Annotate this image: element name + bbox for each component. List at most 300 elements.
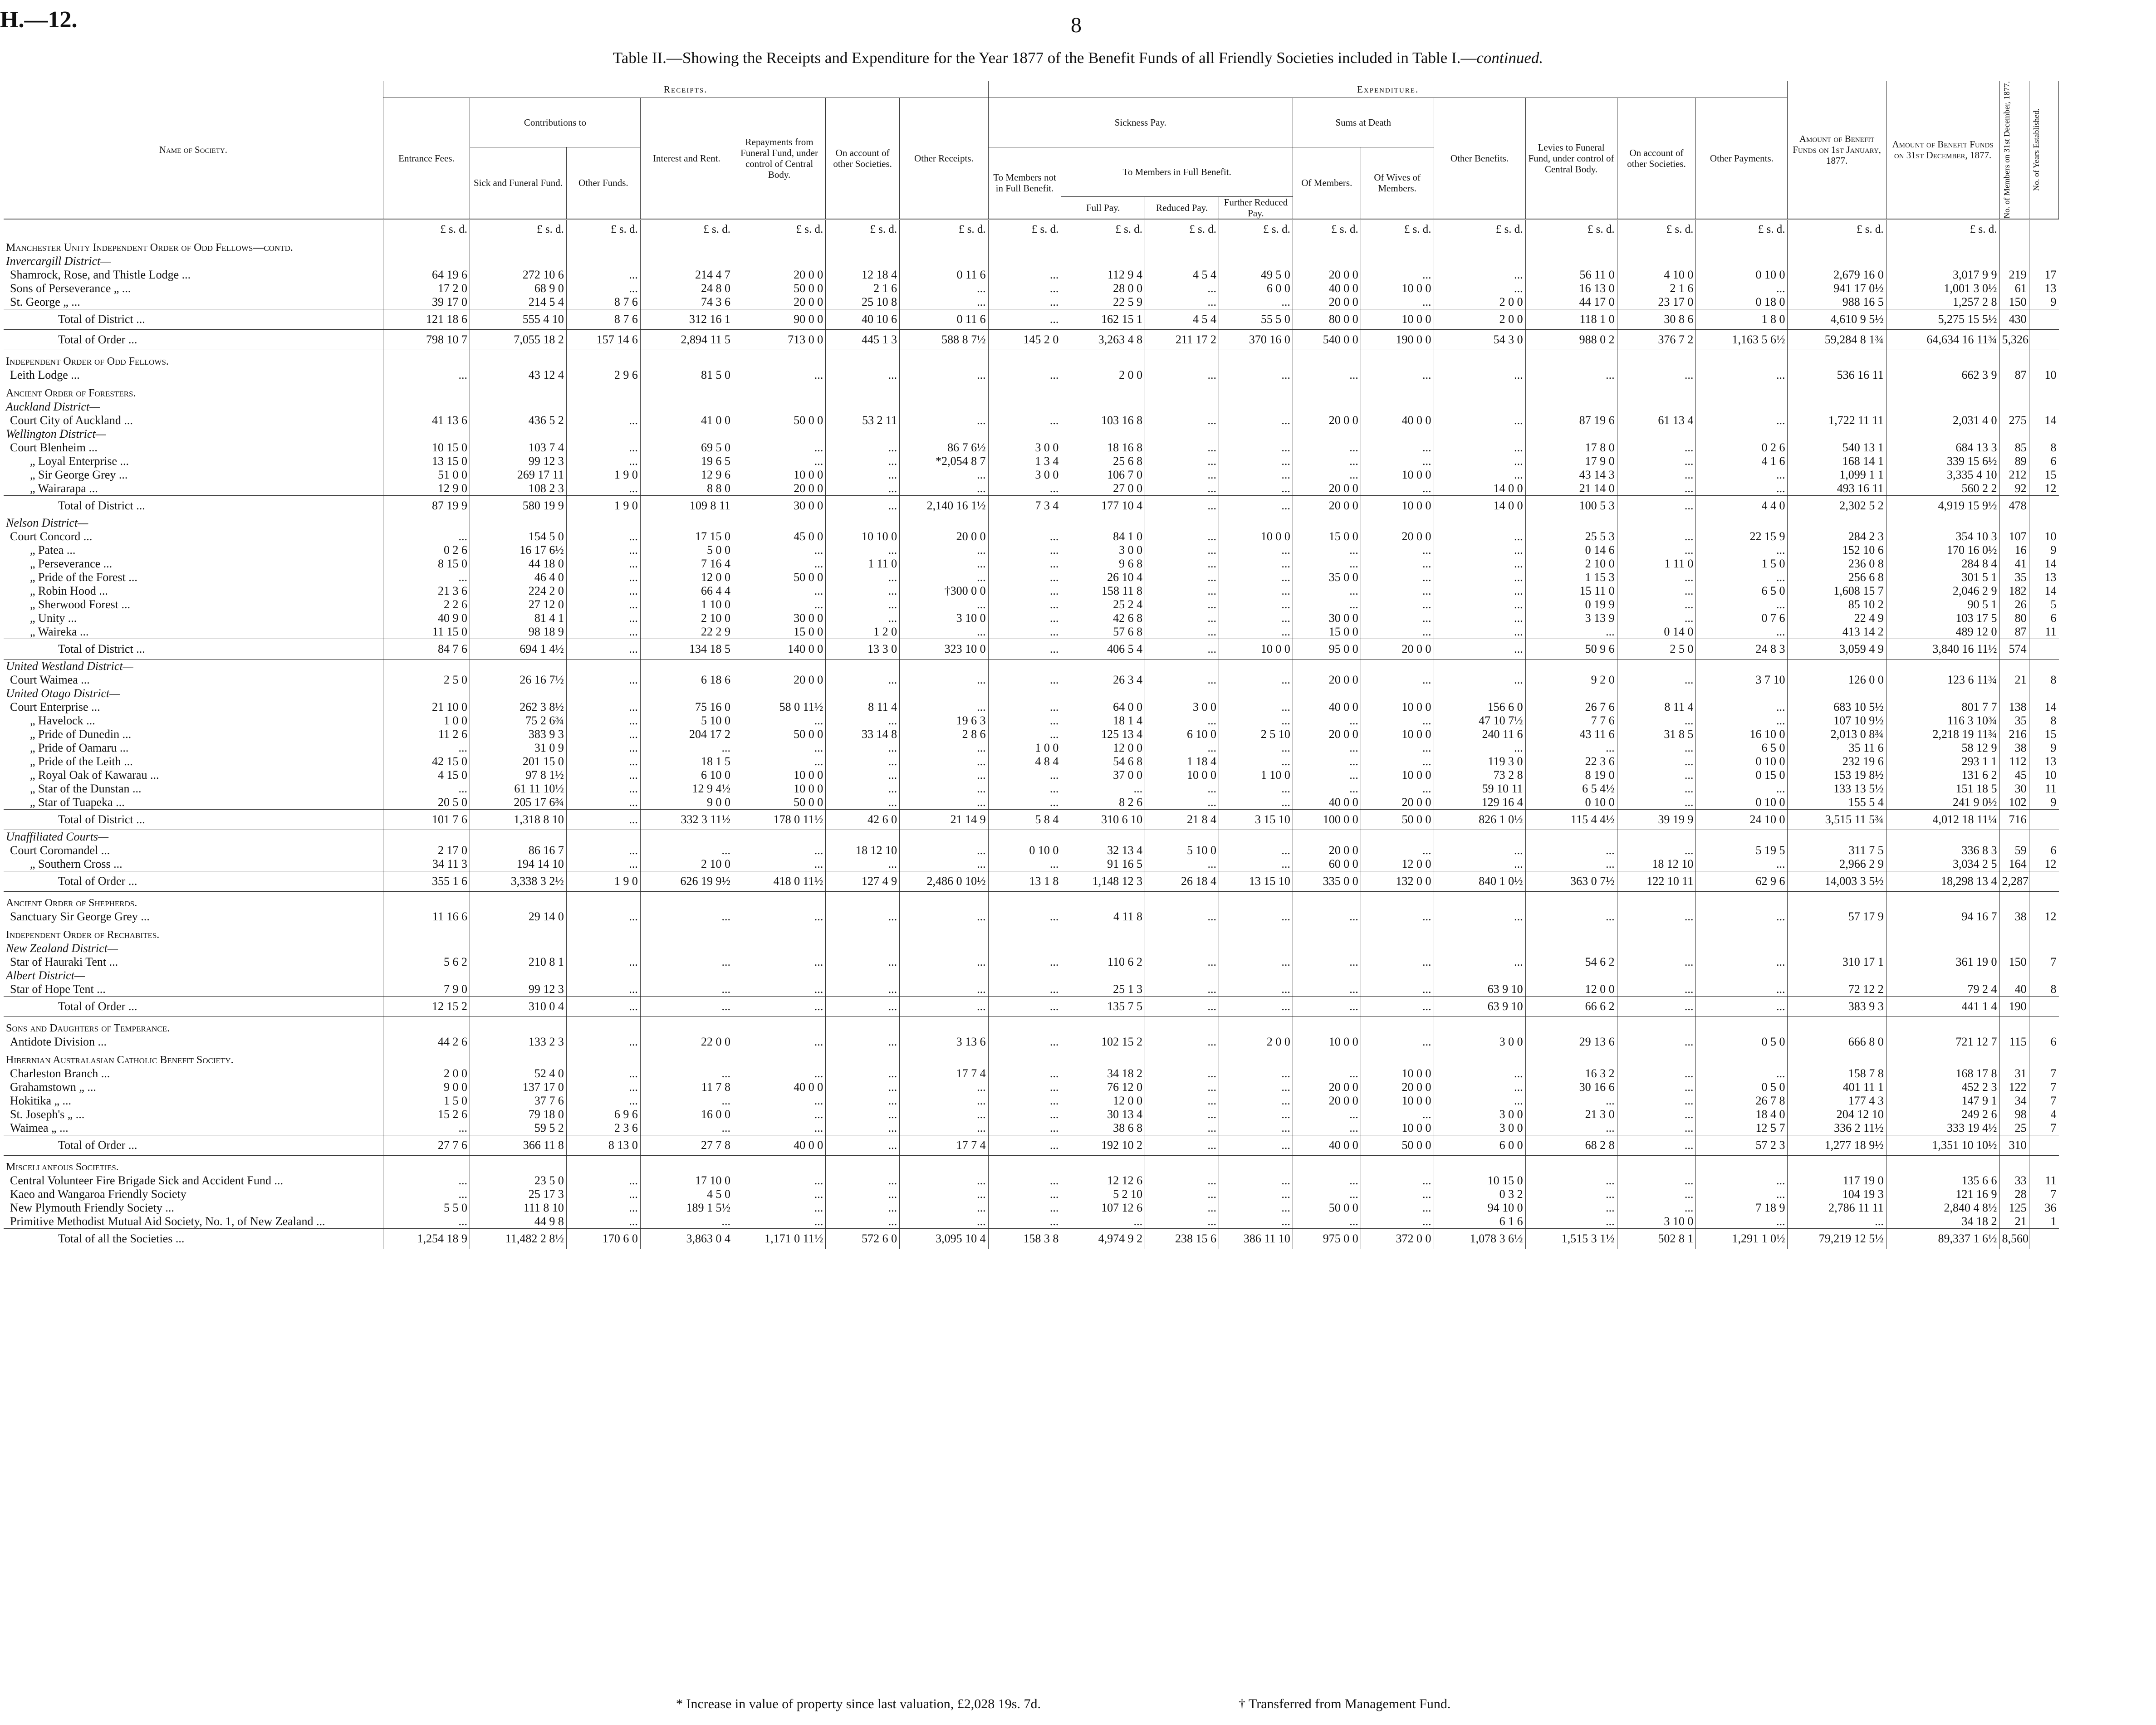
value-cell: ... <box>1145 454 1219 468</box>
value-cell: 45 0 0 <box>733 530 826 543</box>
value-cell: ... <box>826 1108 900 1121</box>
value-cell: 42 15 0 <box>383 755 470 768</box>
value-cell: 153 19 8½ <box>1788 768 1886 782</box>
value-cell: 30 16 6 <box>1525 1080 1617 1094</box>
value-cell: 21 3 0 <box>1525 1108 1617 1121</box>
table-row <box>4 543 2059 557</box>
value-cell: 21 10 0 <box>383 700 470 714</box>
value-cell <box>1525 382 1617 400</box>
society-name: Grahamstown „ ... <box>10 1080 96 1094</box>
value-cell <box>383 516 470 530</box>
value-cell <box>1061 350 1145 368</box>
value-cell: ... <box>1696 1067 1788 1080</box>
value-cell <box>1696 687 1788 700</box>
value-cell: 16 <box>1999 543 2029 557</box>
col-years-label: No. of Years Established. <box>2031 108 2041 191</box>
value-cell: 158 7 8 <box>1788 1067 1886 1080</box>
value-cell: 121 16 9 <box>1886 1187 1999 1201</box>
section-row <box>4 924 2059 942</box>
value-cell: ... <box>733 1108 826 1121</box>
value-cell <box>2029 830 2058 844</box>
table-row <box>4 268 2059 282</box>
value-cell <box>1293 1049 1361 1067</box>
value-cell: 103 17 5 <box>1886 611 1999 625</box>
table-row <box>4 557 2059 571</box>
value-cell: ... <box>1361 1187 1434 1201</box>
value-cell: 75 2 6¾ <box>470 714 567 728</box>
value-cell: 8,560 <box>1999 1228 2029 1249</box>
value-cell: 3 10 0 <box>1617 1215 1696 1229</box>
value-cell: 256 6 8 <box>1788 571 1886 584</box>
value-cell: 0 2 6 <box>1696 441 1788 454</box>
value-cell: ... <box>826 468 900 482</box>
total-row <box>4 871 2059 891</box>
value-cell: 9 0 0 <box>383 1080 470 1094</box>
value-cell: 840 1 0½ <box>1434 871 1525 891</box>
value-cell: ... <box>826 1201 900 1215</box>
value-cell: 92 <box>1999 482 2029 496</box>
society-name: United Westland District— <box>6 659 133 673</box>
value-cell: ... <box>1617 1067 1696 1080</box>
value-cell: 20 0 0 <box>1293 482 1361 496</box>
col-payments-other-societies: On account of other Societies. <box>1617 98 1696 220</box>
value-cell <box>733 427 826 441</box>
value-cell: ... <box>1361 714 1434 728</box>
value-cell: ... <box>1219 368 1293 382</box>
value-cell <box>1219 969 1293 982</box>
value-cell: ... <box>733 755 826 768</box>
col-not-full-benefit: To Members not in Full Benefit. <box>988 147 1061 219</box>
value-cell: ... <box>1219 611 1293 625</box>
value-cell: ... <box>988 368 1061 382</box>
units-cell: £ s. d. <box>1788 219 1886 236</box>
value-cell <box>1886 427 1999 441</box>
society-name: „ Robin Hood ... <box>30 584 108 597</box>
value-cell: ... <box>1617 1094 1696 1108</box>
value-cell <box>640 350 733 368</box>
value-cell: 118 1 0 <box>1525 309 1617 329</box>
units-cell-name <box>4 219 383 236</box>
value-cell <box>1886 1155 1999 1174</box>
value-cell <box>1145 516 1219 530</box>
value-cell: 119 3 0 <box>1434 755 1525 768</box>
value-cell <box>988 687 1061 700</box>
value-cell: ... <box>566 782 640 796</box>
value-cell: 12 <box>2029 857 2058 871</box>
value-cell <box>640 659 733 673</box>
value-cell: ... <box>826 543 900 557</box>
value-cell: 662 3 9 <box>1886 368 1999 382</box>
value-cell: 6 <box>2029 454 2058 468</box>
value-cell: 59 <box>1999 844 2029 857</box>
value-cell: 1,722 11 11 <box>1788 414 1886 427</box>
district-row <box>4 400 2059 414</box>
value-cell: ... <box>1525 857 1617 871</box>
value-cell: 25 5 3 <box>1525 530 1617 543</box>
value-cell: ... <box>1061 1215 1145 1229</box>
value-cell <box>1293 1155 1361 1174</box>
value-cell <box>1617 830 1696 844</box>
value-cell: 102 15 2 <box>1061 1035 1145 1049</box>
value-cell: 1,254 18 9 <box>383 1228 470 1249</box>
value-cell: ... <box>1145 673 1219 687</box>
value-cell <box>1061 924 1145 942</box>
value-cell: 103 16 8 <box>1061 414 1145 427</box>
value-cell: 10 0 0 <box>733 768 826 782</box>
value-cell <box>470 924 567 942</box>
value-cell: 241 9 0½ <box>1886 796 1999 810</box>
value-cell: 35 <box>1999 571 2029 584</box>
value-cell: 14 <box>2029 414 2058 427</box>
society-name: Albert District— <box>6 968 85 982</box>
society-name: „ Star of Tuapeka ... <box>30 795 125 809</box>
value-cell: ... <box>566 611 640 625</box>
value-cell <box>1061 382 1145 400</box>
value-cell <box>1999 924 2029 942</box>
table-row <box>4 844 2059 857</box>
value-cell: ... <box>988 1201 1061 1215</box>
value-cell: 10 0 0 <box>1361 1121 1434 1135</box>
value-cell: 20 0 0 <box>1293 295 1361 309</box>
value-cell: 0 14 6 <box>1525 543 1617 557</box>
value-cell: 2 0 0 <box>1434 295 1525 309</box>
value-cell: 17 2 0 <box>383 282 470 295</box>
value-cell: ... <box>1145 741 1219 755</box>
value-cell: 31 <box>1999 1067 2029 1080</box>
value-cell: *2,054 8 7 <box>900 454 989 468</box>
value-cell: 21 8 4 <box>1145 809 1219 830</box>
value-cell: 3,840 16 11½ <box>1886 639 1999 659</box>
district-row <box>4 659 2059 673</box>
value-cell: 8 8 0 <box>640 482 733 496</box>
value-cell: 1,277 18 9½ <box>1788 1135 1886 1155</box>
value-cell <box>1886 400 1999 414</box>
value-cell: ... <box>1219 714 1293 728</box>
value-cell: ... <box>1696 543 1788 557</box>
value-cell: 1 9 0 <box>566 468 640 482</box>
value-cell: ... <box>566 557 640 571</box>
value-cell: 22 3 6 <box>1525 755 1617 768</box>
value-cell: ... <box>988 1215 1061 1229</box>
value-cell: 1,001 3 0½ <box>1886 282 1999 295</box>
value-cell: ... <box>1219 543 1293 557</box>
value-cell: 478 <box>1999 495 2029 516</box>
value-cell: 30 13 4 <box>1061 1108 1145 1121</box>
value-cell: 9 0 0 <box>640 796 733 810</box>
value-cell <box>1219 236 1293 254</box>
value-cell: 3 0 0 <box>988 441 1061 454</box>
value-cell <box>1434 1155 1525 1174</box>
value-cell <box>566 1049 640 1067</box>
value-cell: ... <box>733 955 826 969</box>
society-name: Invercargill District— <box>6 254 111 268</box>
value-cell: 7 18 9 <box>1696 1201 1788 1215</box>
value-cell: 102 <box>1999 796 2029 810</box>
value-cell: 87 19 6 <box>1525 414 1617 427</box>
value-cell: ... <box>1525 910 1617 924</box>
value-cell: ... <box>1696 1187 1788 1201</box>
society-name: „ Havelock ... <box>30 713 95 727</box>
value-cell: 560 2 2 <box>1886 482 1999 496</box>
society-name: Manchester Unity Independent Order of Odd Fellows—contd. <box>6 241 293 254</box>
value-cell: 27 0 0 <box>1061 482 1145 496</box>
value-cell <box>640 236 733 254</box>
value-cell <box>566 516 640 530</box>
society-name: „ Loyal Enterprise ... <box>30 454 129 468</box>
value-cell: 212 <box>1999 468 2029 482</box>
value-cell: 170 6 0 <box>566 1228 640 1249</box>
value-cell: ... <box>1145 295 1219 309</box>
value-cell: ... <box>988 625 1061 639</box>
value-cell: ... <box>1293 584 1361 598</box>
value-cell <box>1886 516 1999 530</box>
value-cell: 2,287 <box>1999 871 2029 891</box>
value-cell: 430 <box>1999 309 2029 329</box>
value-cell: ... <box>900 1187 989 1201</box>
value-cell <box>2029 236 2058 254</box>
value-cell <box>1525 969 1617 982</box>
value-cell: 8 15 0 <box>383 557 470 571</box>
total-row <box>4 1135 2059 1155</box>
value-cell: 32 13 4 <box>1061 844 1145 857</box>
value-cell <box>900 382 989 400</box>
value-cell <box>1617 427 1696 441</box>
value-cell: 59 5 2 <box>470 1121 567 1135</box>
value-cell: ... <box>826 857 900 871</box>
value-cell: 20 0 0 <box>1293 1094 1361 1108</box>
value-cell: 2 9 6 <box>566 368 640 382</box>
value-cell: ... <box>1434 611 1525 625</box>
table-title-suffix: continued. <box>1476 49 1544 67</box>
value-cell: ... <box>900 282 989 295</box>
value-cell <box>1434 942 1525 955</box>
value-cell: 1 11 0 <box>826 557 900 571</box>
value-cell <box>1145 236 1219 254</box>
section-row <box>4 891 2059 910</box>
value-cell: ... <box>566 454 640 468</box>
table-row <box>4 625 2059 639</box>
value-cell <box>900 350 989 368</box>
value-cell <box>900 254 989 268</box>
value-cell <box>1434 687 1525 700</box>
value-cell: ... <box>640 844 733 857</box>
value-cell: 8 7 6 <box>566 295 640 309</box>
value-cell: 41 <box>1999 557 2029 571</box>
value-cell: ... <box>733 741 826 755</box>
value-cell: ... <box>640 741 733 755</box>
value-cell <box>383 891 470 910</box>
value-cell: 370 16 0 <box>1219 329 1293 350</box>
value-cell: ... <box>1617 996 1696 1016</box>
value-cell: ... <box>900 557 989 571</box>
value-cell: 20 0 0 <box>733 295 826 309</box>
value-cell <box>566 942 640 955</box>
value-cell <box>470 830 567 844</box>
value-cell: 3 0 0 <box>1145 700 1219 714</box>
value-cell: 41 0 0 <box>640 414 733 427</box>
value-cell: ... <box>1696 368 1788 382</box>
value-cell: ... <box>900 982 989 997</box>
society-name: Ancient Order of Shepherds. <box>6 897 137 909</box>
value-cell: ... <box>988 571 1061 584</box>
value-cell <box>733 687 826 700</box>
value-cell: ... <box>988 714 1061 728</box>
value-cell: ... <box>1434 955 1525 969</box>
value-cell: ... <box>733 714 826 728</box>
value-cell: 1 2 0 <box>826 625 900 639</box>
value-cell <box>2029 1228 2058 1249</box>
value-cell: 2,218 19 11¾ <box>1886 728 1999 741</box>
value-cell: 10 0 0 <box>1361 1067 1434 1080</box>
value-cell: 45 <box>1999 768 2029 782</box>
value-cell: 30 0 0 <box>733 495 826 516</box>
value-cell: 1,257 2 8 <box>1886 295 1999 309</box>
value-cell: ... <box>566 1174 640 1187</box>
value-cell: 12 0 0 <box>1061 741 1145 755</box>
value-cell: ... <box>900 571 989 584</box>
col-members-label: No. of Members on 31st December, 1877. <box>2002 81 2011 219</box>
value-cell: 7 7 6 <box>1525 714 1617 728</box>
value-cell <box>900 400 989 414</box>
value-cell: 109 8 11 <box>640 495 733 516</box>
society-name: Nelson District— <box>6 516 88 529</box>
value-cell: 15 <box>2029 728 2058 741</box>
value-cell <box>1525 350 1617 368</box>
value-cell: 14 0 0 <box>1434 482 1525 496</box>
value-cell: ... <box>733 368 826 382</box>
value-cell: 0 18 0 <box>1696 295 1788 309</box>
value-cell: ... <box>1293 782 1361 796</box>
value-cell: 108 2 3 <box>470 482 567 496</box>
value-cell: 3,338 3 2½ <box>470 871 567 891</box>
value-cell: 6 1 6 <box>1434 1215 1525 1229</box>
value-cell <box>733 942 826 955</box>
value-cell <box>1788 830 1886 844</box>
value-cell: 366 11 8 <box>470 1135 567 1155</box>
value-cell <box>1361 924 1434 942</box>
value-cell: ... <box>566 268 640 282</box>
sums-at-death-header: Sums at Death <box>1293 98 1434 147</box>
value-cell: ... <box>1145 482 1219 496</box>
value-cell: 54 3 0 <box>1434 329 1525 350</box>
value-cell: ... <box>1617 1135 1696 1155</box>
value-cell: ... <box>566 768 640 782</box>
value-cell: 18 4 0 <box>1696 1108 1788 1121</box>
value-cell <box>1434 891 1525 910</box>
value-cell: ... <box>1219 1174 1293 1187</box>
value-cell: 14 <box>2029 700 2058 714</box>
value-cell: 155 5 4 <box>1788 796 1886 810</box>
value-cell: 204 12 10 <box>1788 1108 1886 1121</box>
value-cell: 493 16 11 <box>1788 482 1886 496</box>
value-cell: ... <box>1145 782 1219 796</box>
expenditure-group-header: Expenditure. <box>988 81 1788 98</box>
value-cell: 372 0 0 <box>1361 1228 1434 1249</box>
value-cell: 20 0 0 <box>733 673 826 687</box>
value-cell <box>2029 659 2058 673</box>
value-cell: 135 6 6 <box>1886 1174 1999 1187</box>
value-cell: ... <box>733 1035 826 1049</box>
value-cell: 12 9 4½ <box>640 782 733 796</box>
value-cell <box>988 1016 1061 1035</box>
value-cell <box>1886 830 1999 844</box>
value-cell: ... <box>900 482 989 496</box>
value-cell: ... <box>1145 1174 1219 1187</box>
value-cell: 1,148 12 3 <box>1061 871 1145 891</box>
value-cell: 20 0 0 <box>1293 414 1361 427</box>
value-cell <box>1145 830 1219 844</box>
value-cell: 18,298 13 4 <box>1886 871 1999 891</box>
value-cell: ... <box>1361 1108 1434 1121</box>
value-cell: 16 3 2 <box>1525 1067 1617 1080</box>
value-cell: ... <box>826 982 900 997</box>
value-cell: ... <box>1361 268 1434 282</box>
value-cell: ... <box>566 755 640 768</box>
value-cell: ... <box>566 1215 640 1229</box>
total-row <box>4 329 2059 350</box>
value-cell: ... <box>1293 441 1361 454</box>
value-cell: ... <box>1696 910 1788 924</box>
value-cell: ... <box>1293 1215 1361 1229</box>
value-cell <box>1788 1016 1886 1035</box>
value-cell <box>383 924 470 942</box>
value-cell <box>2029 639 2058 659</box>
value-cell: ... <box>1145 1035 1219 1049</box>
value-cell: 5 8 4 <box>988 809 1061 830</box>
value-cell <box>1434 254 1525 268</box>
value-cell <box>2029 495 2058 516</box>
value-cell: 988 16 5 <box>1788 295 1886 309</box>
value-cell <box>1219 1049 1293 1067</box>
value-cell: ... <box>1434 468 1525 482</box>
value-cell <box>1999 400 2029 414</box>
value-cell: 20 0 0 <box>1361 639 1434 659</box>
value-cell: 91 16 5 <box>1061 857 1145 871</box>
value-cell: 0 10 0 <box>1696 796 1788 810</box>
value-cell: 8 11 4 <box>826 700 900 714</box>
value-cell: ... <box>1361 482 1434 496</box>
value-cell <box>1999 1049 2029 1067</box>
value-cell: 3 13 6 <box>900 1035 989 1049</box>
value-cell: ... <box>1434 844 1525 857</box>
value-cell: ... <box>900 755 989 768</box>
value-cell <box>900 659 989 673</box>
units-cell: £ s. d. <box>988 219 1061 236</box>
total-row <box>4 309 2059 329</box>
value-cell <box>383 1049 470 1067</box>
value-cell: ... <box>1617 673 1696 687</box>
value-cell: ... <box>826 1067 900 1080</box>
value-cell: ... <box>988 268 1061 282</box>
value-cell <box>1525 1155 1617 1174</box>
value-cell <box>1145 891 1219 910</box>
value-cell: 489 12 0 <box>1886 625 1999 639</box>
value-cell: ... <box>826 1121 900 1135</box>
table-title <box>0 49 2156 67</box>
value-cell: 34 18 2 <box>1886 1215 1999 1229</box>
value-cell: 10 <box>2029 768 2058 782</box>
value-cell: 9 2 0 <box>1525 673 1617 687</box>
value-cell: ... <box>1219 700 1293 714</box>
value-cell: 59,284 8 1¾ <box>1788 329 1886 350</box>
value-cell: 15 11 0 <box>1525 584 1617 598</box>
value-cell <box>1434 427 1525 441</box>
value-cell: 361 19 0 <box>1886 955 1999 969</box>
value-cell <box>640 1016 733 1035</box>
value-cell: 79 18 0 <box>470 1108 567 1121</box>
value-cell: 100 0 0 <box>1293 809 1361 830</box>
value-cell <box>1061 236 1145 254</box>
